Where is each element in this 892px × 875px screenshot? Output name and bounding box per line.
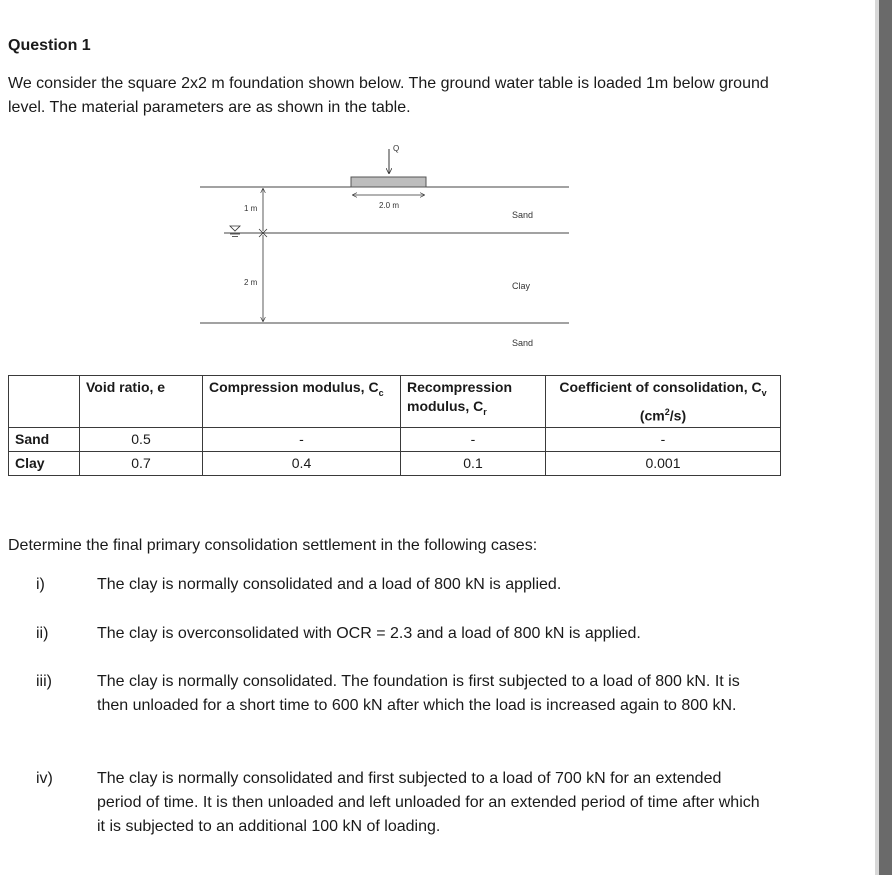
table-row	[9, 452, 781, 476]
water-table-icon	[230, 226, 240, 237]
layer-label-sand-bottom: Sand	[512, 338, 534, 348]
cell-void-ratio: 0.5	[80, 428, 203, 452]
foundation-diagram	[195, 140, 575, 355]
cell-cv: 0.001	[546, 452, 781, 476]
cell-cv: -	[546, 428, 781, 452]
layer-label-sand-top: Sand	[512, 210, 534, 220]
foundation-footing	[351, 177, 426, 187]
depth1-label: 1 m	[244, 204, 258, 213]
case-text: The clay is normally consolidated and first subjected to a load of 700 kN for an extended period of time. It is then unloaded and left unloaded for an extended period of time after which it is subjected to an additional 100 kN of loading.	[97, 770, 760, 835]
case-number: iii)	[36, 673, 52, 690]
right-edge-bar	[879, 0, 892, 875]
depth2-label: 2 m	[244, 278, 258, 287]
header-recompression: Recompression modulus, $C_r$	[401, 376, 546, 428]
case-number: i)	[36, 576, 45, 593]
material-parameters-table	[8, 375, 781, 476]
header-void-ratio: Void ratio, e	[80, 376, 203, 428]
header-empty	[9, 376, 80, 428]
question-title: Question 1	[8, 37, 91, 54]
cell-void-ratio: 0.7	[80, 452, 203, 476]
cell-cr: -	[401, 428, 546, 452]
case-number: ii)	[36, 625, 49, 642]
width-label: 2.0 m	[379, 201, 400, 210]
case-text: The clay is normally consolidated and a load of 800 kN is applied.	[97, 576, 562, 593]
table-row	[9, 428, 781, 452]
table-header-row	[9, 376, 781, 428]
cell-cc: 0.4	[203, 452, 401, 476]
question-intro: We consider the square 2x2 m foundation shown below. The ground water table is loaded 1m below ground level. The material parameters are as shown in the table.	[8, 75, 769, 116]
task-statement: Determine the final primary consolidation settlement in the following cases:	[8, 537, 538, 554]
case-text: The clay is normally consolidated. The foundation is first subjected to a load of 800 kN. It is then unloaded for a short time to 600 kN after which the load is increased again to 800 kN.	[97, 673, 740, 714]
case-text: The clay is overconsolidated with OCR = 2.3 and a load of 800 kN is applied.	[97, 625, 641, 642]
cell-cr: 0.1	[401, 452, 546, 476]
layer-label-clay: Clay	[512, 281, 531, 291]
header-compression: Compression modulus, $C_c$	[203, 376, 401, 428]
case-number: iv)	[36, 770, 53, 787]
cell-cc: -	[203, 428, 401, 452]
cell-material: Sand	[9, 428, 80, 452]
header-consolidation: Coefficient of consolidation, $C_v$ $(cm^2/s)$	[546, 376, 781, 428]
cell-material: Clay	[9, 452, 80, 476]
load-label: Q	[393, 144, 400, 153]
